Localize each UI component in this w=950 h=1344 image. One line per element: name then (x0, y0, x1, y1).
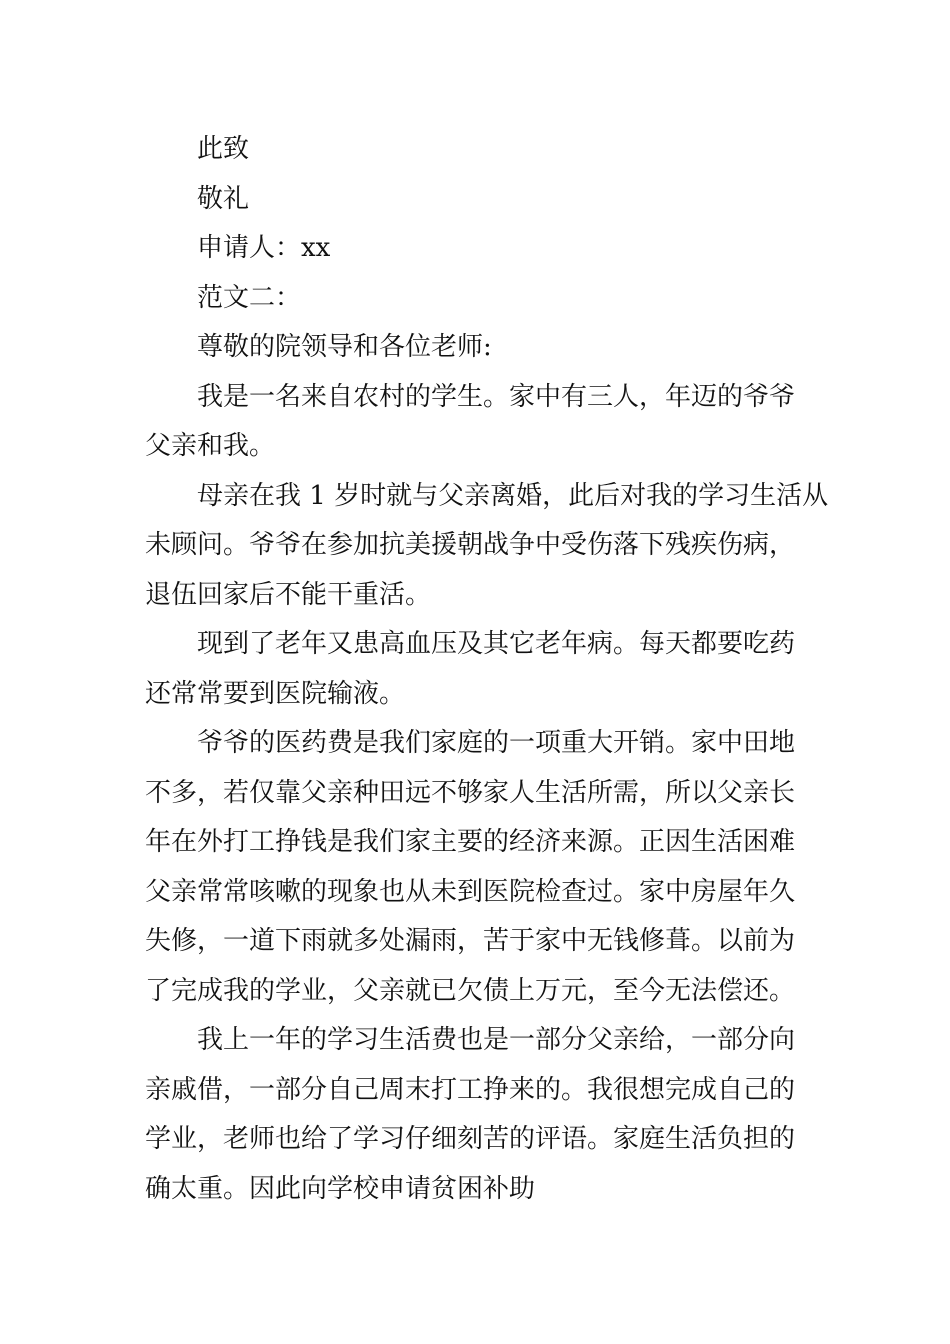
text-line: 爷爷的医药费是我们家庭的一项重大开销。家中田地 (197, 728, 796, 758)
text-line: 还常常要到医院输液。 (145, 678, 406, 709)
text-line: 退伍回家后不能干重活。 (145, 579, 432, 610)
text-line: 申请人：xx (197, 233, 331, 263)
text-line: 敬礼 (197, 183, 250, 214)
text-line: 父亲和我。 (145, 431, 276, 461)
text-line: 我是一名来自农村的学生。家中有三人，年迈的爷爷 (197, 381, 796, 412)
text-line: 范文二： (197, 282, 302, 313)
text-line: 不多，若仅靠父亲种田远不够家人生活所需，所以父亲长 (145, 777, 796, 808)
letter-body (145, 125, 829, 1214)
text-line: 失修，一道下雨就多处漏雨，苦于家中无钱修葺。以前为 (145, 926, 796, 956)
text-line: 此致 (197, 134, 250, 164)
text-line: 尊敬的院领导和各位老师: (197, 332, 492, 362)
text-line: 现到了老年又患高血压及其它老年病。每天都要吃药 (197, 629, 796, 659)
text-line: 年在外打工挣钱是我们家主要的经济来源。正因生活困难 (145, 827, 796, 857)
text-line: 母亲在我 1 岁时就与父亲离婚，此后对我的学习生活从 (197, 480, 829, 511)
text-line: 确太重。因此向学校申请贫困补助 (145, 1173, 536, 1204)
text-line: 父亲常常咳嗽的现象也从未到医院检查过。家中房屋年久 (145, 876, 796, 907)
text-line: 了完成我的学业，父亲就已欠债上万元，至今无法偿还。 (145, 975, 796, 1006)
text-line: 我上一年的学习生活费也是一部分父亲给，一部分向 (197, 1025, 796, 1055)
text-line: 亲戚借，一部分自己周末打工挣来的。我很想完成自己的 (145, 1074, 796, 1105)
text-line: 未顾问。爷爷在参加抗美援朝战争中受伤落下残疾伤病， (145, 530, 796, 560)
text-line: 学业，老师也给了学习仔细刻苦的评语。家庭生活负担的 (145, 1124, 796, 1154)
